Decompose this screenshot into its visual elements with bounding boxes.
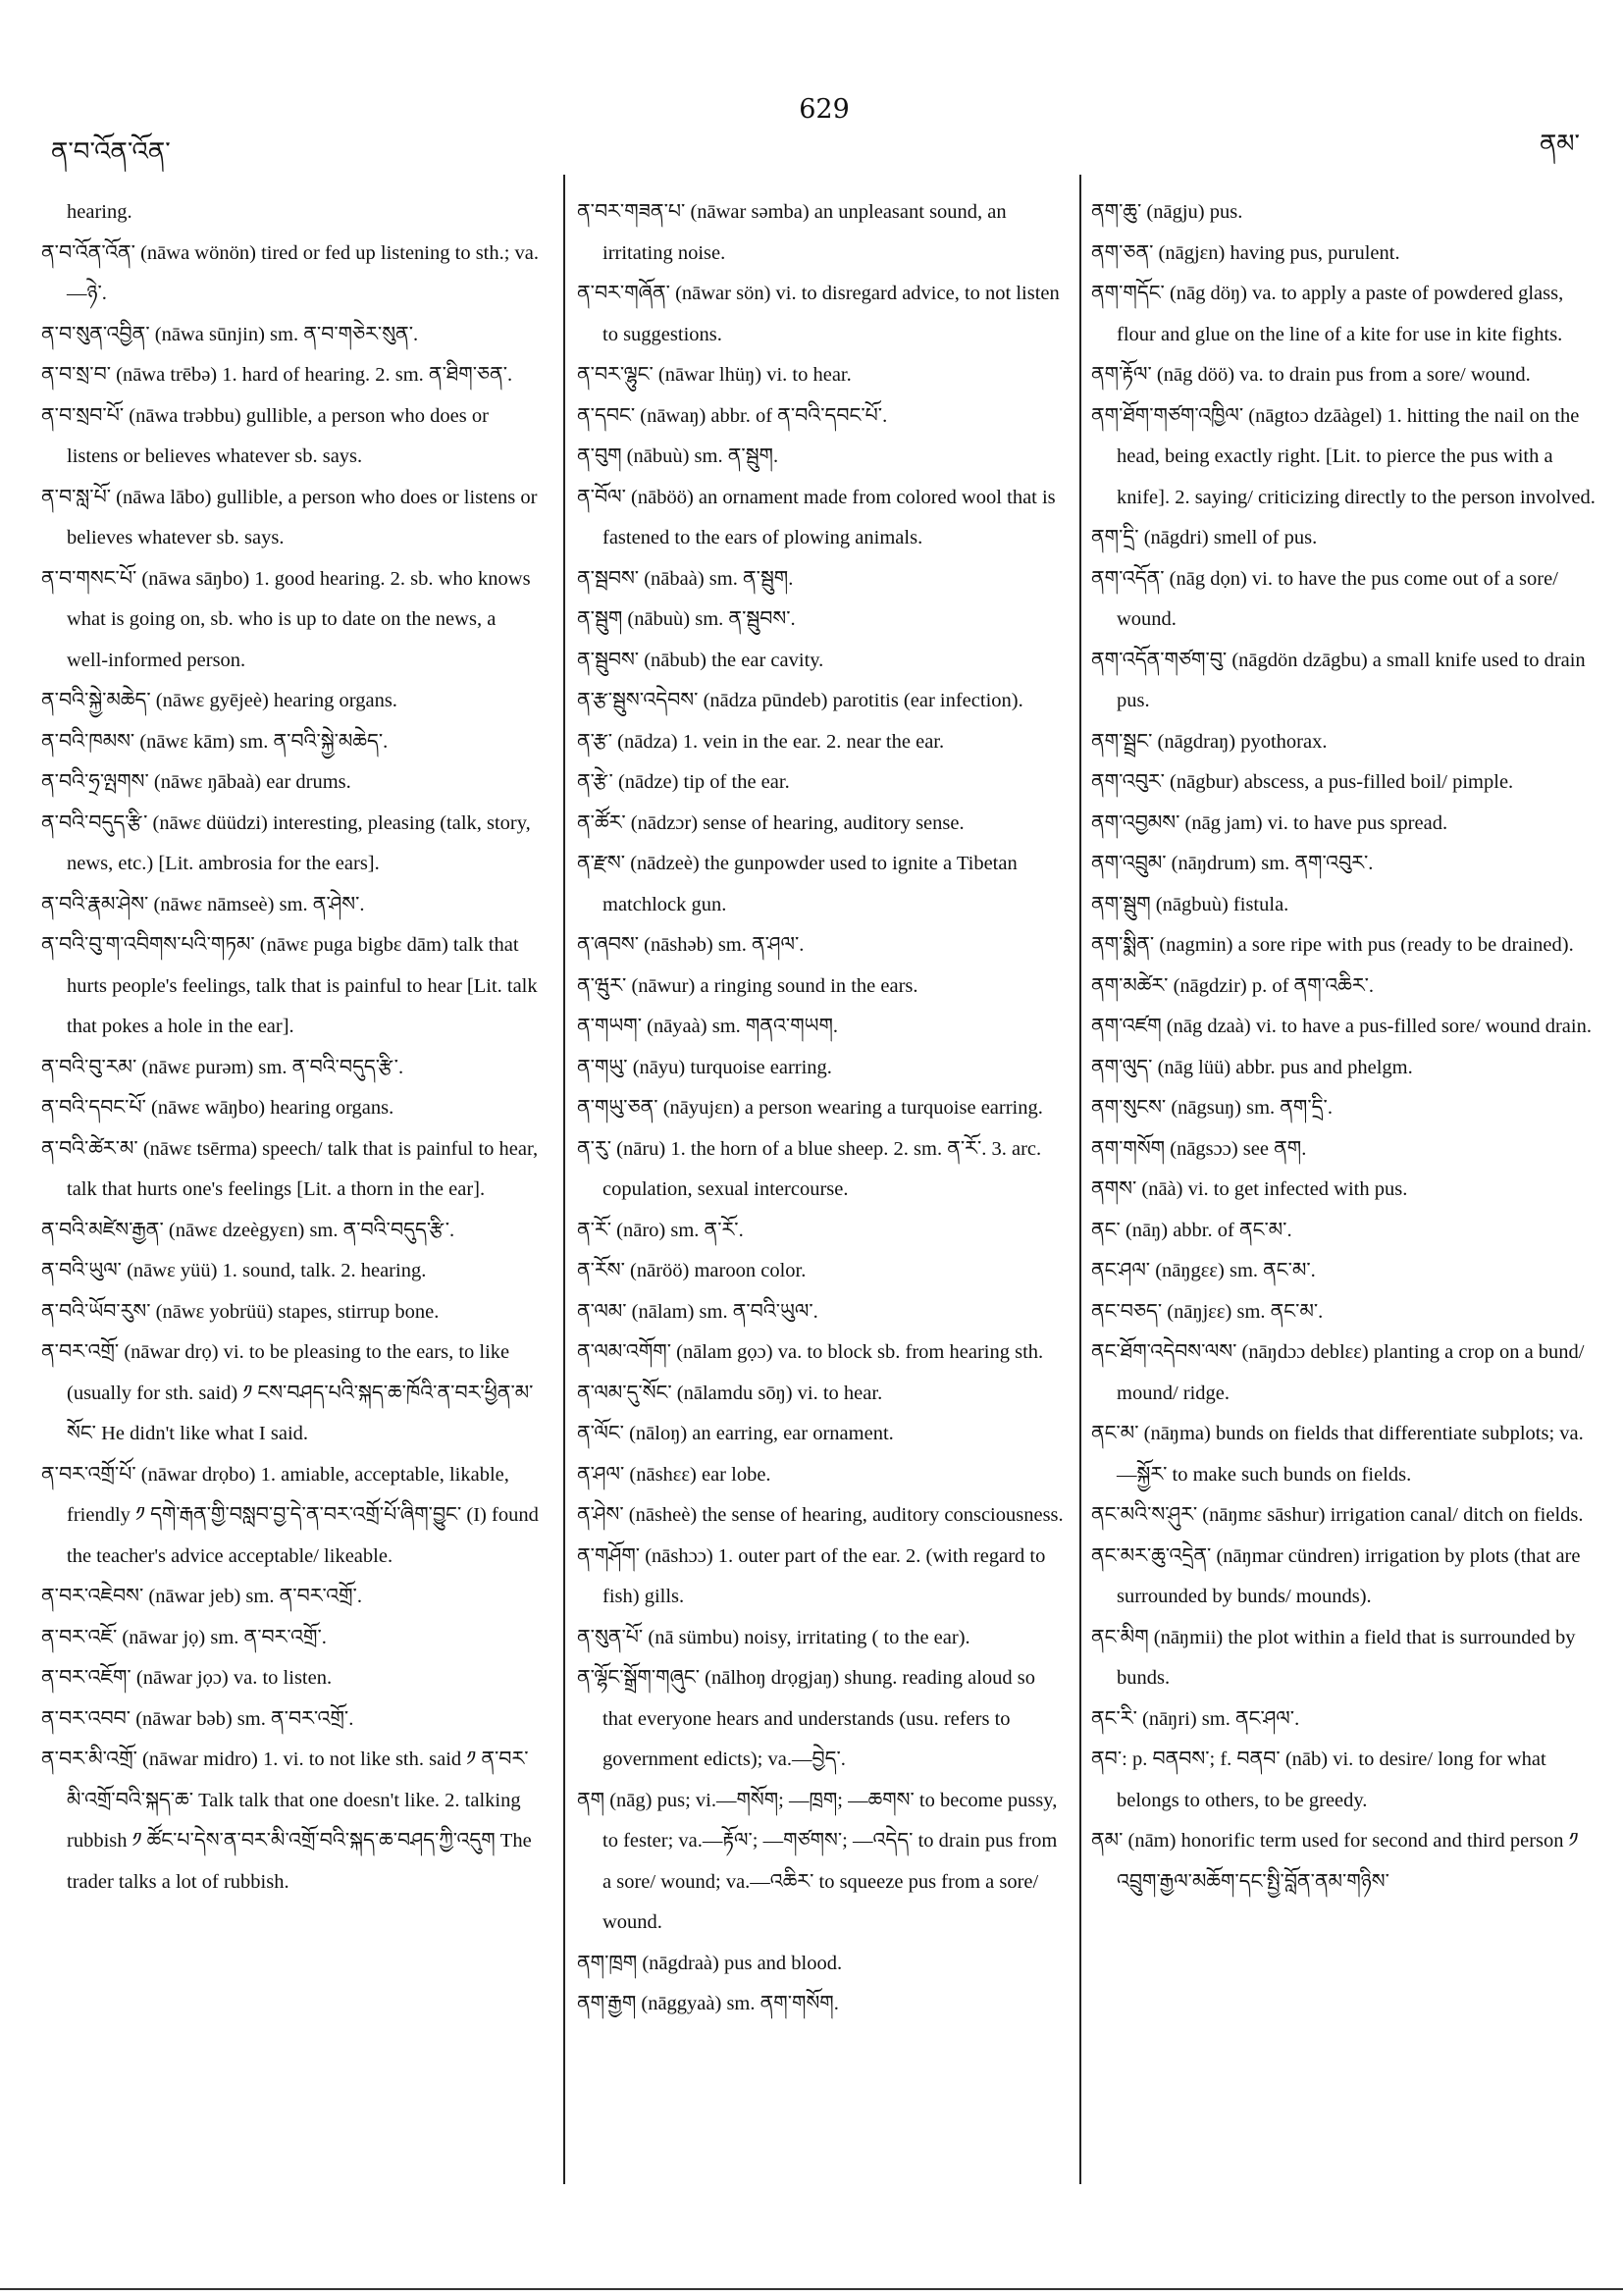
- dictionary-entry: ན་ཚོར་ (nādzɔr) sense of hearing, auditory sense.: [577, 811, 965, 834]
- dictionary-entry: ནག་ཆུ་ (nāgju) pus.: [1091, 201, 1243, 223]
- dictionary-entry: ནག་ཁྲག (nāgdraà) pus and blood.: [577, 1952, 843, 1974]
- dictionary-entry: ན་ལམ་དུ་སོང་ (nālamdu sōŋ) vi. to hear.: [577, 1382, 883, 1404]
- dictionary-entry: ན་བར་འབབ་ (nāwar bəb) sm. ན་བར་འགྲོ་.: [41, 1707, 354, 1730]
- dictionary-entry: ན་ཤེས་ (nāsheè) the sense of hearing, auditory consciousness.: [577, 1504, 1064, 1526]
- dictionary-entry: ན་བའི་བུ་རམ་ (nāwɛ purəm) sm. ན་བའི་བདུད་རྩི་.: [41, 1056, 404, 1078]
- dictionary-entry: ནང་ཤལ་ (nāŋgɛɛ) sm. ནང་མ་.: [1091, 1260, 1316, 1281]
- bottom-rule: [0, 2288, 1623, 2290]
- dictionary-entry: ན་བའི་ཡོབ་རུས་ (nāwɛ yobrüü) stapes, stirrup bone.: [41, 1300, 440, 1323]
- dictionary-entry: ན་གཡུ་ཅན་ (nāyujɛn) a person wearing a turquoise earring.: [577, 1097, 1043, 1119]
- dictionary-entry: ནང་མ་ (nāŋma) bunds on fields that differentiate subplots; va.—སྐྱོར་ to make such bunds on fields.: [1091, 1423, 1584, 1486]
- dictionary-entry: ན་བའི་ཡུལ་ (nāwɛ yüü) 1. sound, talk. 2. hearing.: [41, 1260, 427, 1281]
- dictionary-entry: ནང་རི་ (nāŋri) sm. ནང་ཤལ་.: [1091, 1707, 1300, 1730]
- dictionary-entry: ན་རྫས་ (nādzeè) the gunpowder used to ignite a Tibetan matchlock gun.: [577, 853, 1018, 915]
- dictionary-entry: ན་སྦབས་ (nābaà) sm. ན་སྦུག.: [577, 567, 794, 590]
- dictionary-entry: ན་བ་སུན་འབྱིན་ (nāwa sūnjin) sm. ན་བ་གཅེར་སུན་.: [41, 323, 419, 345]
- dictionary-entry: ནག་འདོན་གཙག་བུ་ (nāgdön dzāgbu) a small knife used to drain pus.: [1091, 649, 1586, 711]
- dictionary-entry: ན་བ་སྲ་བ་ (nāwa trēbə) 1. hard of hearing. 2. sm. ན་ཐིག་ཅན་.: [41, 364, 513, 386]
- dictionary-entry: ན་སྦུབས་ (nābub) the ear cavity.: [577, 649, 824, 671]
- dictionary-entry: ནང་བཅད་ (nāŋjɛɛ) sm. ནང་མ་.: [1091, 1300, 1324, 1323]
- dictionary-entry: ན་དབང་ (nāwaŋ) abbr. of ན་བའི་དབང་པོ་.: [577, 404, 888, 427]
- dictionary-entry: ན་བའི་ཚེར་མ་ (nāwɛ tsērma) speech/ talk that is painful to hear, talk that hurts one's feelings [Lit. a thorn in the ear].: [41, 1137, 539, 1200]
- dictionary-entry: ན་བུག (nābuù) sm. ན་སྦུག.: [577, 445, 779, 467]
- dictionary-entry: ནག་སྦུག (nāgbuù) fistula.: [1091, 893, 1289, 915]
- dictionary-entry: ན་བར་མི་འགྲོ་ (nāwar midro) 1. vi. to not like sth. said ༡ ན་བར་མི་འགྲོ་བའི་སྐད་ཆ་ Talk talk that one doesn't like. 2. talking rubbish ༡ ཚོང་པ་དེས་ན་བར་མི་འགྲོ་བའི་སྐད་ཆ་བཤད་ཀྱི་འདུག The trader talks a lot of rubbish.: [41, 1748, 532, 1893]
- dictionary-entry: ནག་རྒྱག (nāggyaà) sm. ནག་གསོག.: [577, 1993, 839, 2014]
- dictionary-entry: ནག་མཚེར་ (nāgdzir) p. of ནག་འཆིར་.: [1091, 974, 1375, 997]
- dictionary-entry: ན་རྩ་ (nādza) 1. vein in the ear. 2. near the ear.: [577, 730, 945, 753]
- dictionary-entry: ན་བར་འགྲོ་པོ་ (nāwar drọbo) 1. amiable, acceptable, likable, friendly ༡ དགེ་རྒན་གྱི་བསླབ་བྱ་དེ་ན་བར་འགྲོ་པོ་ཞིག་བྱུང་ (I) found the teacher's advice acceptable/ likeable.: [41, 1463, 539, 1567]
- dictionary-entry: ན་སུན་པོ་ (nā sümbu) noisy, irritating ( to the ear).: [577, 1626, 970, 1648]
- dictionary-entry: ནག་སྨིན་ (nagmin) a sore ripe with pus (ready to be drained).: [1091, 934, 1574, 956]
- dictionary-entry: ན་བའི་དབང་པོ་ (nāwɛ wāŋbo) hearing organs.: [41, 1097, 394, 1119]
- dictionary-entry: ན་བའི་ཧྲ་ལྤགས་ (nāwɛ ŋābaà) ear drums.: [41, 771, 351, 793]
- dictionary-entry: ནག་སུངས་ (nāgsuŋ) sm. ནག་དྲི་.: [1091, 1097, 1333, 1119]
- dictionary-entry: ནགས་ (nāà) vi. to get infected with pus.: [1091, 1178, 1408, 1200]
- dictionary-entry: ན་བའི་མཛེས་རྒྱན་ (nāwɛ dzeègyɛn) sm. ན་བའི་བདུད་རྩི་.: [41, 1219, 455, 1241]
- dictionary-entry: ན་སྦུག (nābuù) sm. ན་སྦུབས་.: [577, 608, 796, 630]
- dictionary-entry: hearing.: [67, 201, 132, 223]
- dictionary-entry: ན་ལྷོང་སྒྲོག་གཞུང་ (nālhoŋ drọgjaŋ) shung. reading aloud so that everyone hears and understands (usu. refers to government edicts); va.—བྱེད་.: [577, 1667, 1035, 1770]
- dictionary-entry: ན་བོལ་ (nāböö) an ornament made from colored wool that is fastened to the ears of plowing animals.: [577, 486, 1056, 548]
- entry-column-1: [41, 192, 542, 1903]
- dictionary-entry: ན་རྩེ་ (nādze) tip of the ear.: [577, 771, 790, 793]
- dictionary-entry: ནག་གདོང་ (nāg döŋ) va. to apply a paste of powdered glass, flour and glue on the line of a kite for use in kite fights.: [1091, 283, 1564, 345]
- dictionary-entry: ནག་དྲི་ (nāgdri) smell of pus.: [1091, 527, 1318, 548]
- dictionary-entry: ནག་འབྲུམ་ (nāŋdrum) sm. ནག་འབུར་.: [1091, 853, 1374, 874]
- dictionary-entry: ན་བ་གསང་པོ་ (nāwa sāŋbo) 1. good hearing. 2. sb. who knows what is going on, sb. who is up to date on the news, a well-informed person.: [41, 567, 531, 671]
- dictionary-entry: ནག་གསོག (nāgsɔɔ) see ནག.: [1091, 1137, 1307, 1160]
- dictionary-entry: ན་བའི་རྣམ་ཤེས་ (nāwɛ nāmseè) sm. ན་ཤེས་.: [41, 893, 365, 915]
- dictionary-entry: ན་བའི་ཁམས་ (nāwɛ kām) sm. ན་བའི་སྐྱེ་མཆེད་.: [41, 730, 389, 753]
- dictionary-entry: ནག་འབྱམས་ (nāg jam) vi. to have pus spread.: [1091, 811, 1448, 834]
- dictionary-entry: ན་གཡག་ (nāyaà) sm. གནའ་གཡག.: [577, 1016, 839, 1037]
- dictionary-entry: ནག་ཅན་ (nāgjɛn) having pus, purulent.: [1091, 241, 1400, 264]
- page-number: 629: [799, 94, 850, 125]
- dictionary-entry: ན་ཞབས་ (nāshəb) sm. ན་ཤལ་.: [577, 934, 805, 956]
- dictionary-entry: ནབ་: p. བནབས་; f. བནབ་ (nāb) vi. to desire/ long for what belongs to others, to be greedy.: [1091, 1748, 1546, 1811]
- dictionary-entry: ན་བར་འཇེབས་ (nāwar jeb) sm. ན་བར་འགྲོ་.: [41, 1586, 362, 1607]
- dictionary-entry: ན་རོས་ (nāröö) maroon color.: [577, 1260, 807, 1281]
- dictionary-entry: ན་ལོང་ (nāloŋ) an earring, ear ornament.: [577, 1423, 894, 1444]
- dictionary-entry: ནམ་ (nām) honorific term used for second and third person ༡ འབྲུག་རྒྱལ་མཆོག་དང་སྤྱི་བློན་ནམ་གཉིས་: [1091, 1830, 1579, 1893]
- dictionary-entry: ནག་རྟོལ་ (nāg döö) va. to drain pus from a sore/ wound.: [1091, 364, 1531, 386]
- dictionary-entry: ན་ལམ་ (nālam) sm. ན་བའི་ཡུལ་.: [577, 1300, 818, 1323]
- dictionary-entry: ན་བར་གཞོན་ (nāwar sön) vi. to disregard advice, to not listen to suggestions.: [577, 283, 1060, 345]
- entry-column-3: [1091, 192, 1601, 1903]
- dictionary-entry: ནག་ཐོག་གཙག་འཁྱིལ་ (nāgtoɔ dzāàgel) 1. hitting the nail on the head, being exactly right. [Lit. to pierce the pus with a knife]. 2. saying/ criticizing directly to the person involved.: [1091, 404, 1596, 508]
- dictionary-entry: ནག་ལུད་ (nāg lüü) abbr. pus and phelgm.: [1091, 1056, 1413, 1078]
- dictionary-entry: ན་བར་འཇོ་ (nāwar jọ) sm. ན་བར་འགྲོ་.: [41, 1626, 327, 1648]
- dictionary-entry: ན་བར་གཟན་པ་ (nāwar səmba) an unpleasant sound, an irritating noise.: [577, 201, 1007, 264]
- dictionary-entry: ནང་མའི་ས་ཤུར་ (nāŋmɛ sāshur) irrigation canal/ ditch on fields.: [1091, 1504, 1584, 1526]
- dictionary-entry: ནག་འཛག (nāg dzaà) vi. to have a pus-filled sore/ wound drain.: [1091, 1016, 1592, 1037]
- dictionary-entry: ན་ཝུར་ (nāwur) a ringing sound in the ears.: [577, 974, 918, 997]
- running-head-right: ནམ་: [1539, 130, 1580, 159]
- dictionary-entry: ནག (nāg) pus; vi.—གསོག; —ཁྲག; —ཆགས་ to become pussy, to fester; va.—རྟོལ་; —གཙགས་; —འདེད་ to drain pus from a sore/ wound; va.—འཆིར་ to squeeze pus from a sore/ wound.: [577, 1789, 1058, 1933]
- dictionary-entry: ན་བར་ལྷུང་ (nāwar lhüŋ) vi. to hear.: [577, 364, 852, 386]
- dictionary-entry: ན་རྩ་སྦུས་འདེབས་ (nādza pūndeb) parotitis (ear infection).: [577, 690, 1023, 711]
- column-divider: [563, 175, 565, 2184]
- dictionary-entry: ན་ཤལ་ (nāshɛɛ) ear lobe.: [577, 1463, 771, 1486]
- dictionary-entry: ན་ལམ་འགོག་ (nālam gọɔ) va. to block sb. from hearing sth.: [577, 1341, 1044, 1363]
- dictionary-entry: ནང་ (nāŋ) abbr. of ནང་མ་.: [1091, 1219, 1292, 1241]
- dictionary-entry: ན་བར་འགྲོ་ (nāwar drọ) vi. to be pleasing to the ears, to like (usually for sth. said) ༡ ངས་བཤད་པའི་སྐད་ཆ་ཁོའི་ན་བར་ཕྱིན་མ་སོང་ He didn't like what I said.: [41, 1341, 534, 1444]
- dictionary-entry: ནག་འདོན་ (nāg dọn) vi. to have the pus come out of a sore/ wound.: [1091, 567, 1558, 630]
- dictionary-entry: ན་གཤོག་ (nāshɔɔ) 1. outer part of the ear. 2. (with regard to fish) gills.: [577, 1544, 1046, 1607]
- dictionary-entry: ན་བའི་བདུད་རྩི་ (nāwɛ düüdzi) interesting, pleasing (talk, story, news, etc.) [Lit. ambrosia for the ears].: [41, 811, 531, 874]
- dictionary-entry: ན་བ་སྲབ་པོ་ (nāwa trəbbu) gullible, a person who does or listens or believes whatever sb. says.: [41, 404, 489, 467]
- column-divider: [1079, 175, 1081, 2184]
- dictionary-entry: ནང་མིག (nāŋmii) the plot within a field that is surrounded by bunds.: [1091, 1626, 1576, 1689]
- running-head-left: ན་བ་འོན་འོན་: [51, 137, 171, 167]
- dictionary-entry: ན་བའི་སྐྱེ་མཆེད་ (nāwɛ gyējeè) hearing organs.: [41, 690, 397, 711]
- dictionary-entry: ན་གཡུ་ (nāyu) turquoise earring.: [577, 1056, 832, 1078]
- dictionary-entry: ནག་སྦྲང་ (nāgdraŋ) pyothorax.: [1091, 730, 1328, 753]
- dictionary-entry: ནང་མར་ཆུ་འདྲེན་ (nāŋmar cündren) irrigation by plots (that are surrounded by bunds/ mounds).: [1091, 1544, 1581, 1607]
- dictionary-entry: ན་བ་འོན་འོན་ (nāwa wönön) tired or fed up listening to sth.; va.—ཉེ་.: [41, 241, 540, 304]
- dictionary-entry: ན་རོ་ (nāro) sm. ན་རོ་.: [577, 1219, 744, 1241]
- dictionary-entry: ནང་ཐོག་འདེབས་ལས་ (nāŋdɔɔ deblɛɛ) planting a crop on a bund/ mound/ ridge.: [1091, 1341, 1585, 1404]
- entry-column-2: [577, 192, 1068, 2025]
- dictionary-entry: ན་བར་འཇོག་ (nāwar jọɔ) va. to listen.: [41, 1667, 333, 1689]
- dictionary-entry: ན་རུ་ (nāru) 1. the horn of a blue sheep. 2. sm. ན་རོ་. 3. arc. copulation, sexual intercourse.: [577, 1137, 1042, 1200]
- dictionary-entry: ན་བའི་བུ་ག་འབིགས་པའི་གཏམ་ (nāwɛ puga bigbɛ dām) talk that hurts people's feelings, talk that is painful to hear [Lit. talk that pokes a hole in the ear].: [41, 934, 538, 1037]
- dictionary-entry: ནག་འབུར་ (nāgbur) abscess, a pus-filled boil/ pimple.: [1091, 771, 1514, 793]
- dictionary-entry: ན་བ་སླ་པོ་ (nāwa lābo) gullible, a person who does or listens or believes whatever sb. says.: [41, 486, 538, 548]
